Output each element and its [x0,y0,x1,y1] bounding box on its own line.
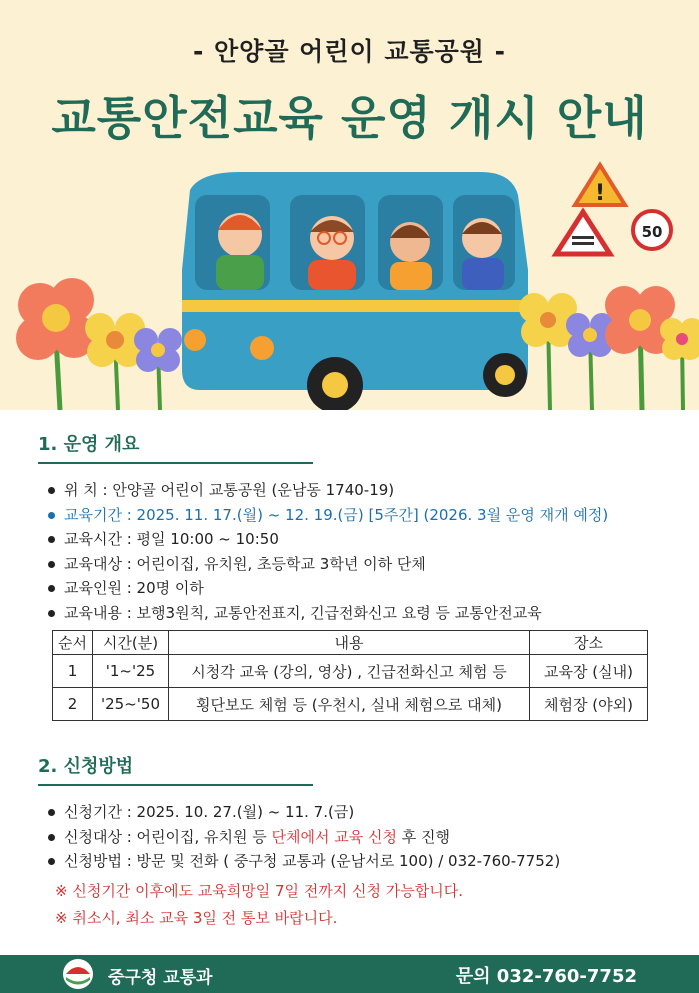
schedule-table [52,630,648,721]
list-item: 신청기간 : 2025. 10. 27.(월) ~ 11. 7.(금) [48,800,560,825]
table-cell: '25~'50 [93,688,169,721]
organization-name: 중구청 교통과 [108,968,213,988]
notes [55,878,463,932]
list-item: 교육인원 : 20명 이하 [48,576,608,601]
svg-text:!: ! [594,181,606,206]
note-text: ※ 취소시, 최소 교육 3일 전 통보 바랍니다. [55,909,338,927]
section-title-application: 2. 신청방법 [38,752,313,786]
table-cell: '1~'25 [93,655,169,688]
list-item [48,825,560,850]
table-cell: 횡단보도 체험 등 (우천시, 실내 체험으로 대체) [169,688,530,721]
list-item: 교육기간 : 2025. 11. 17.(월) ~ 12. 19.(금) [5주간] (2026. 3월 운영 재개 예정) [48,503,608,528]
column-header: 내용 [169,631,530,655]
table-row [53,688,648,721]
flower-icon [660,318,699,410]
speed-limit-sign-icon [633,211,671,249]
list-item-text: 후 진행 [397,827,451,846]
footer [0,955,699,993]
list-item: 교육시간 : 평일 10:00 ~ 10:50 [48,527,608,552]
page-title: 교통안전교육 운영 개시 안내 [51,91,648,145]
event-subtitle: - 안양골 어린이 교통공원 - [192,37,507,66]
application-list [48,800,560,874]
table-header-row [53,631,648,655]
column-header: 순서 [53,631,93,655]
table-cell: 1 [53,655,93,688]
crosswalk-sign-icon [556,212,610,254]
flower-icon [134,328,182,410]
bus-illustration [0,150,699,410]
column-header: 시간(분) [93,631,169,655]
svg-text:50: 50 [641,223,663,241]
section-application [38,752,560,874]
table-row [53,655,648,688]
section-overview [38,430,608,625]
contact-phone: 문의 032-760-7752 [455,966,637,987]
highlight-text: 단체에서 교육 신청 [271,827,398,846]
note-text: ※ 신청기간 이후에도 교육희망일 7일 전까지 신청 가능합니다. [55,882,464,900]
table-cell: 체험장 (야외) [530,688,648,721]
section-title-overview: 1. 운영 개요 [38,430,313,464]
flower-icon [85,313,145,410]
list-item: 위 치 : 안양골 어린이 교통공원 (운남동 1740-19) [48,478,608,503]
table-cell: 시청각 교육 (강의, 영상) , 긴급전화신고 체험 등 [169,655,530,688]
list-item: 신청방법 : 방문 및 전화 ( 중구청 교통과 (운남서로 100) / 032-760-7752) [48,849,560,874]
list-item: 교육대상 : 어린이집, 유치원, 초등학교 3학년 이하 단체 [48,552,608,577]
column-header: 장소 [530,631,648,655]
bus-icon [182,172,528,410]
district-logo-icon [62,958,94,990]
warning-sign-icon [575,165,625,206]
table-cell: 2 [53,688,93,721]
list-item-text: 신청대상 : 어린이집, 유치원 등 [64,827,272,846]
hero-banner [0,0,699,410]
flower-icon [16,278,96,410]
overview-list [48,478,608,625]
table-cell: 교육장 (실내) [530,655,648,688]
list-item: 교육내용 : 보행3원칙, 교통안전표지, 긴급전화신고 요령 등 교통안전교육 [48,601,608,626]
